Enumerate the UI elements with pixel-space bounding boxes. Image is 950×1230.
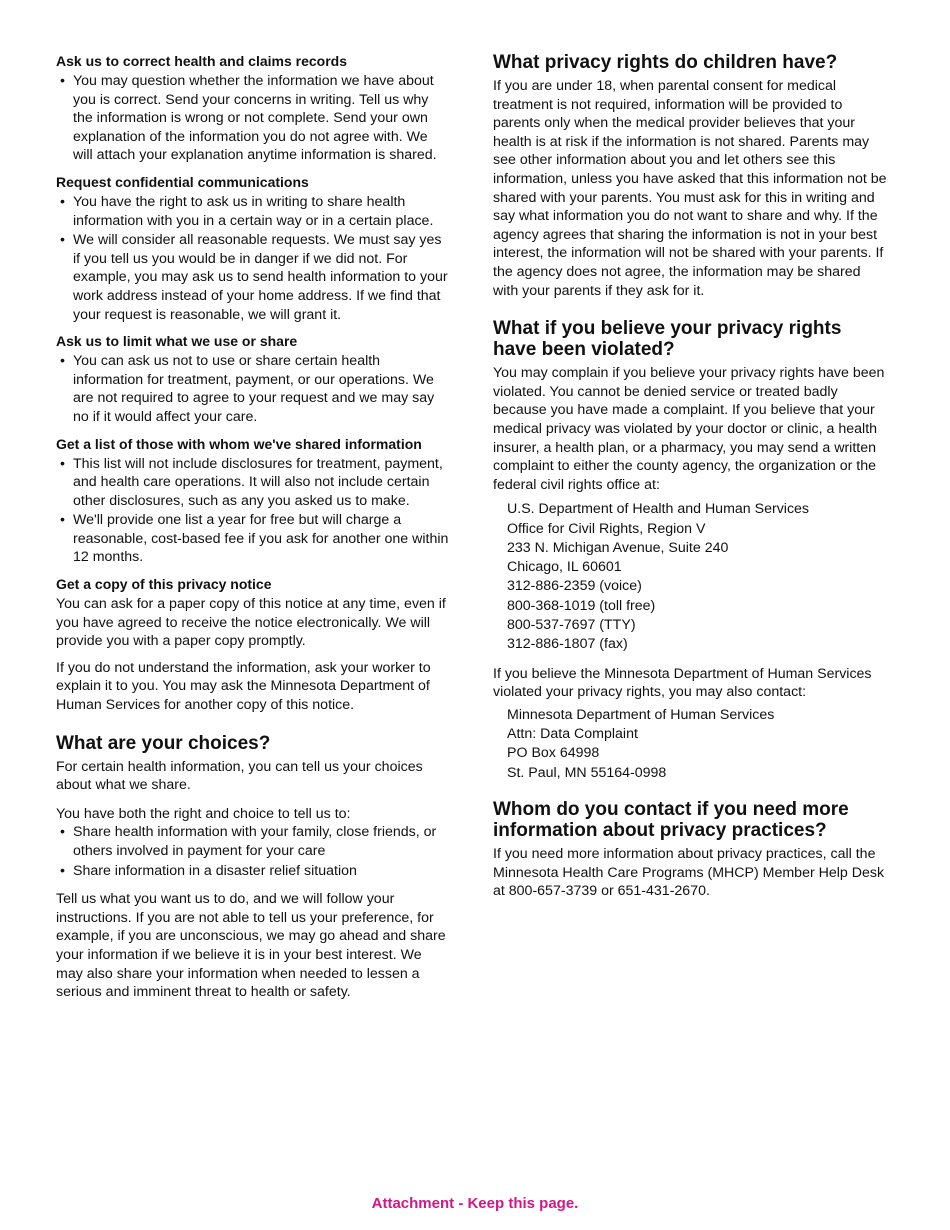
bullet-icon: • [60,193,65,210]
mn-dhs-address [493,706,889,783]
confidential-list [56,193,451,324]
correct-records-list [56,72,451,165]
limit-heading: Ask us to limit what we use or share [56,333,298,350]
list-item: • You have the right to ask us in writing to share health information with you in a certain way or in a certain place. [60,193,434,229]
contact-section [493,799,889,901]
children-paragraph: If you are under 18, when parental consent for medical treatment is not required, information will be provided to parents only when the medical provider believes that your health is at risk if the information is not shared. Parents may see other information about you and let others see this information, unless you have asked that this information not be shared with your parents. You must ask for this in writing and say what information you do not want to share and why. If the agency agrees that sharing the information is not in your best interest, the information will not be shared with your parents. If the agency does not agree, the information may be shared with your parents if they ask for it. [493,78,887,299]
correct-records-section [56,52,451,165]
confidential-section [56,173,451,324]
choices-title: What are your choices? [56,732,271,754]
address-line: Minnesota Department of Human Services [507,706,775,723]
left-column [56,52,451,1002]
bullet-icon: • [60,353,65,370]
fax: 312-886-1807 (fax) [507,636,628,653]
address-line: Chicago, IL 60601 [507,559,622,576]
address-line: PO Box 64998 [507,745,600,762]
confidential-heading: Request confidential communications [56,173,309,190]
contact-title: Whom do you contact if you need more information about privacy practices? [493,799,849,842]
children-title: What privacy rights do children have? [493,52,838,73]
civil-rights-address [493,500,889,654]
phone-toll-free: 800-368-1019 (toll free) [507,597,656,614]
choices-section [56,733,451,1002]
violated-title: What if you believe your privacy rights have been violated? [493,318,842,361]
phone-voice: 312-886-2359 (voice) [507,578,642,595]
bullet-icon: • [60,232,65,249]
copy-notice-section [56,575,451,715]
list-item: • You may question whether the information we have about you is correct. Send your concerns in writing. Tell us why the information is wrong or not complete. Send your own explanation of the information you do not agree with. We will attach your explanation anytime information is shared. [60,73,437,164]
list-shared-section [56,435,451,568]
list-item: • We will consider all reasonable requests. We must say yes if you tell us you would be in danger if we did not. For example, you may ask us to send health information to your work address instead of your home address. If we find that your request is reasonable, we will grant it. [60,232,448,323]
phone-tty: 800-537-7697 (TTY) [507,617,636,634]
list-item: • You can ask us not to use or share certain health information for treatment, payment, or our operations. We are not required to agree to your request and we may say no if it would affect your care. [60,353,435,425]
list-shared-heading: Get a list of those with whom we've shared information [56,435,422,452]
address-line: Office for Civil Rights, Region V [507,520,706,537]
mn-dhs-paragraph: If you believe the Minnesota Department of Human Services violated your privacy rights, you may also contact: [493,665,872,701]
address-line: Attn: Data Complaint [507,726,638,743]
list-item: • This list will not include disclosures for treatment, payment, and health care operations. It will also not include certain other disclosures, such as any you asked us to make. [60,455,443,509]
limit-list [56,352,451,426]
correct-records-heading: Ask us to correct health and claims records [56,53,347,69]
limit-section [56,332,451,426]
right-column [493,52,889,901]
choices-intro: For certain health information, you can tell us your choices about what we share. [56,758,423,794]
list-item: • Share health information with your family, close friends, or others involved in payment for your care [60,824,437,859]
bullet-icon: • [60,455,65,472]
choices-instructions: Tell us what you want us to do, and we will follow your instructions. If you are not able to tell us your preference, for example, if you are unconscious, we may go ahead and share your information if we believe it is in your best interest. We may also share your information when needed to lessen a serious and imminent threat to health or safety. [56,891,446,1001]
copy-notice-paragraph: You can ask for a paper copy of this notice at any time, even if you have agreed to receive the notice electronically. We will provide you with a paper copy promptly. [56,596,446,650]
choices-right-to-tell: You have both the right and choice to tell us to: [56,805,351,822]
list-item: • We'll provide one list a year for free but will charge a reasonable, cost-based fee if you ask for another one within 12 months. [60,512,449,566]
bullet-icon: • [60,73,65,89]
bullet-icon: • [60,512,65,529]
bullet-icon: • [60,824,65,841]
address-line: 233 N. Michigan Avenue, Suite 240 [507,539,729,556]
list-item: • Share information in a disaster relief situation [60,862,357,879]
footer-attachment-note: Attachment - Keep this page. [371,1195,579,1212]
address-line: U.S. Department of Health and Human Services [507,501,810,518]
bullet-icon: • [60,862,65,879]
violated-section [493,318,889,783]
violated-paragraph: You may complain if you believe your privacy rights have been violated. You cannot be denied service or treated badly because you have made a complaint. If you believe that your medical privacy was violated by your doctor or clinic, a health insurer, a health plan, or a pharmacy, you may send a written complaint to either the county agency, the organization or the federal civil rights office at: [493,365,885,493]
copy-notice-help-paragraph: If you do not understand the information, ask your worker to explain it to you. You may ask the Minnesota Department of Human Services for another copy of this notice. [56,659,431,714]
address-line: St. Paul, MN 55164-0998 [507,764,667,781]
list-shared-list [56,455,451,568]
children-section [493,52,889,300]
copy-notice-heading: Get a copy of this privacy notice [56,576,272,593]
contact-paragraph: If you need more information about privacy practices, call the Minnesota Health Care Programs (MHCP) Member Help Desk at 800-657-3739 or 651-431-2670. [493,846,885,900]
choices-list [56,823,451,880]
